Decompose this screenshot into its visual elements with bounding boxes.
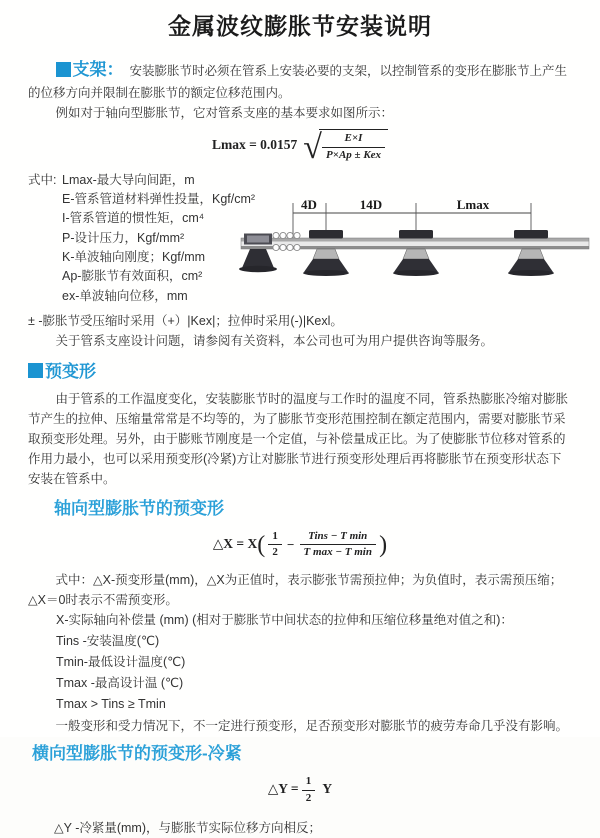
definition-spacer <box>28 209 62 228</box>
section-marker-square-icon <box>56 62 71 77</box>
radical-sign-icon: √ <box>303 129 322 167</box>
definition-spacer <box>28 267 62 286</box>
plus-minus-note: ± -膨胀节受压缩时采用（+）|Kex|；拉伸时采用(-)|Kexl。 <box>28 313 343 328</box>
definition-text: ex-单波轴向位移，mm <box>62 288 188 303</box>
axial-note: 一般变形和受力情况下，不一定进行预变形，足否预变形对膨胀节的疲劳寿命几乎没有影响。 <box>55 719 569 734</box>
support-spacing-diagram <box>236 197 596 297</box>
lateral-subheading: 横向型膨胀节的预变形-冷紧 <box>32 744 242 764</box>
temperature-denominator: T max − T min <box>303 546 372 559</box>
span-label-4d: 4D <box>301 196 317 212</box>
section-marker-square-icon <box>28 363 43 378</box>
half-numerator: 1 <box>268 530 282 546</box>
pipe-guide-support <box>303 230 349 276</box>
half-fraction <box>268 530 282 561</box>
preform-heading-text: 预变形 <box>45 361 96 381</box>
lateral-formula-explanation: △Y -冷紧量(mm)，与膨胀节实际位移方向相反； <box>54 820 322 835</box>
definition-spacer <box>28 190 62 209</box>
axial-formula-explanation: 式中：△X-预变形量(mm)，△X为正值时，表示膨张节需预拉伸；为负值时，表示需预压缩；△X＝0时表示不需预变形。 <box>28 573 563 608</box>
preform-section-heading <box>28 361 572 383</box>
anchor-support <box>239 233 277 272</box>
definition-text: Ap-膨胀节有效面积，cm² <box>62 269 203 284</box>
support-intro-text: 安装膨胀节时必须在管系上安装必要的支架，以控制管系的变形在膨胀节上产生的位移方向并限制在膨胀节的额定位移范围内。 <box>28 63 568 101</box>
lmax-fraction-denominator: P×Ap ± Kex <box>325 148 382 161</box>
preform-paragraph: 由于管系的工作温度变化，安装膨胀节时的温度与工作时的温度不同，管系热膨胀冷缩对膨胀节产生的拉伸、压缩量常常是不均等的，为了膨胀节变形范围控制在额定范围内，需要对膨胀节采取预变形处理。另外，由于膨账节刚度是一个定值，与补偿量成正比。为了使膨胀节位移对管系的作用力最小，也可以采用预变形(冷紧)方让对膨胀节进行预变形处理后再将膨胀节在预变形状态下安装在管系中。 <box>28 391 569 486</box>
definition-text: I-管系管道的惯性矩，cm⁴ <box>62 211 205 226</box>
definitions-and-diagram <box>28 171 572 309</box>
open-paren: ( <box>257 531 266 558</box>
support-intro-paragraph <box>28 56 572 103</box>
minus-operator: − <box>287 536 295 552</box>
lateral-formula-rhs: Y <box>322 781 333 797</box>
axial-formula-lhs: △X = X <box>212 535 258 551</box>
square-root-expression <box>303 129 388 167</box>
definition-text: P-设计压力，Kgf/mm² <box>62 230 185 245</box>
definition-text: K-单波轴向刚度；Kgf/mm <box>62 250 206 265</box>
span-label-lmax: Lmax <box>456 196 490 212</box>
close-paren: ) <box>379 531 388 558</box>
axial-definition-item: Tins -安装温度(℃) <box>56 634 160 649</box>
half-numerator: 1 <box>302 775 316 791</box>
axial-subheading: 轴向型膨胀节的预变形 <box>54 498 224 518</box>
temperature-numerator: Tins − T min <box>300 530 376 546</box>
pipe-guide-support <box>508 230 554 276</box>
consult-note: 关于管系支座设计问题，请参阅有关资料，本公司也可为用户提供咨询等服务。 <box>55 333 494 348</box>
axial-definition-item: X-实际轴向补偿量 (mm) (相对于膨胀节中间状态的拉伸和压缩位移量绝对值之和)： <box>56 613 513 628</box>
radicand <box>319 129 388 163</box>
definition-spacer <box>28 248 62 267</box>
support-section-heading: 支架： <box>72 59 124 79</box>
axial-preform-formula <box>28 526 572 564</box>
lateral-formula-lhs: △Y = <box>267 781 299 797</box>
definition-row <box>28 171 572 190</box>
axial-definition-item: Tmax -最高设计温 (℃) <box>56 676 184 691</box>
support-example-line: 例如对于轴向型膨胀节，它对管系支座的基本要求如图所示： <box>55 106 394 121</box>
lateral-preform-formula <box>28 775 572 806</box>
lmax-formula <box>28 129 572 167</box>
definition-text: Lmax-最大导向间距，m <box>62 172 195 187</box>
definitions-label: 式中: <box>28 172 57 187</box>
page-title: 金属波纹膨胀节安装说明 <box>168 13 432 39</box>
definition-spacer <box>28 287 62 306</box>
lmax-fraction <box>322 132 385 163</box>
axial-definition-item: Tmin-最低设计温度(℃) <box>56 655 186 670</box>
span-label-14d: 14D <box>359 196 383 212</box>
half-fraction <box>302 775 316 806</box>
temperature-fraction <box>300 530 376 561</box>
lmax-formula-lhs: Lmax = 0.0157 <box>211 136 298 152</box>
definition-spacer <box>28 229 62 248</box>
definition-text: E-管系管道材料弹性投量，Kgf/cm² <box>62 191 256 206</box>
axial-definition-item: Tmax > Tins ≥ Tmin <box>56 697 166 712</box>
lmax-fraction-numerator: E×I <box>322 132 385 148</box>
half-denominator: 2 <box>305 792 312 804</box>
half-denominator: 2 <box>272 546 278 559</box>
pipe-guide-support <box>393 230 439 276</box>
